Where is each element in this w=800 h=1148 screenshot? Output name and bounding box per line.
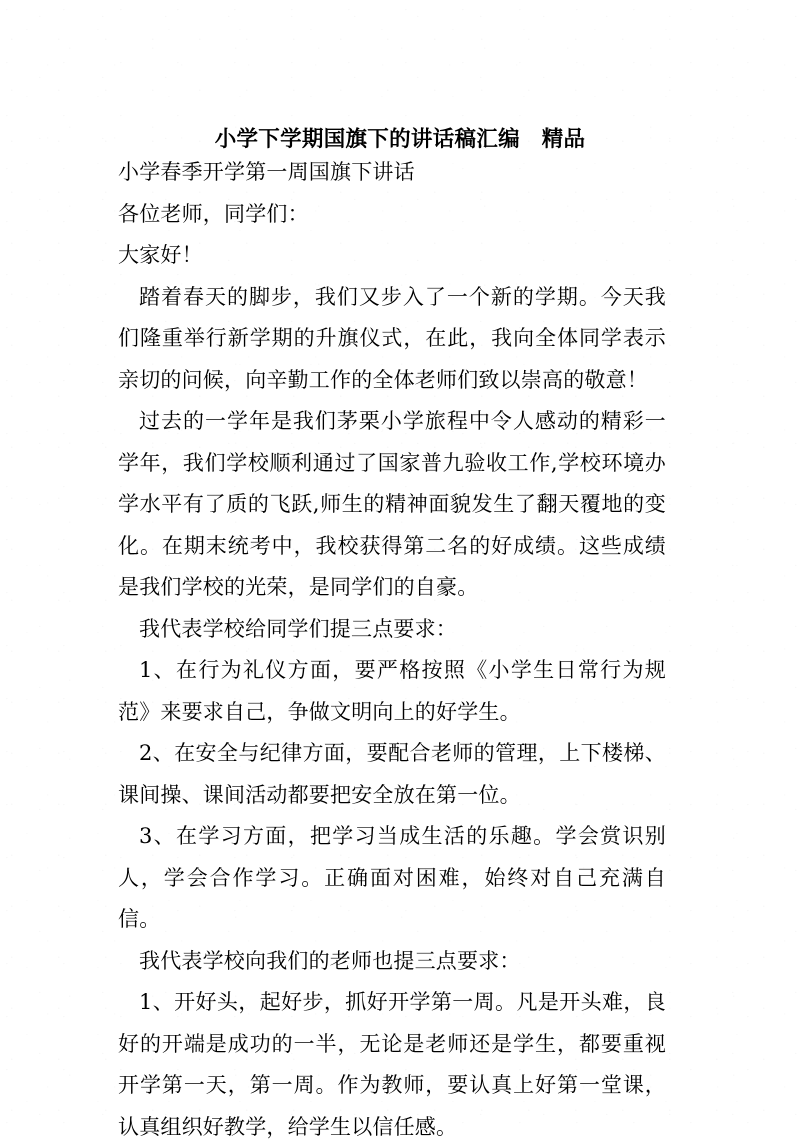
paragraph-students-item-3: 3、在学习方面，把学习当成生活的乐趣。学会赏识别人，学会合作学习。正确面对困难，始终对自己充满自信。 [118, 824, 666, 931]
paragraph-teachers-item-1: 1、开好头，起好步，抓好开学第一周。凡是开头难，良好的开端是成功的一半，无论是老师还是学生，都要重视开学第一天，第一周。作为教师，要认真上好第一堂课，认真组织好教学，给学生以信任感。 [118, 990, 666, 1139]
paragraph-subtitle: 小学春季开学第一周国旗下讲话 [118, 160, 415, 184]
paragraph-review: 过去的一学年是我们茅栗小学旅程中令人感动的精彩一学年，我们学校顺利通过了国家普九验收工作,学校环境办学水平有了质的飞跃,师生的精神面貌发生了翻天覆地的变化。在期末统考中，我校获得第二名的好成绩。这些成绩是我们学校的光荣，是同学们的自豪。 [118, 409, 666, 599]
paragraph-students-item-2: 2、在安全与纪律方面，要配合老师的管理，上下楼梯、课间操、课间活动都要把安全放在第一位。 [118, 741, 666, 807]
paragraph-teachers-intro: 我代表学校向我们的老师也提三点要求： [139, 948, 521, 973]
paragraph-salutation: 各位老师，同学们： [118, 201, 309, 226]
page-title: 小学下学期国旗下的讲话稿汇编 精品 [214, 127, 586, 153]
paragraph-greeting: 大家好！ [118, 243, 203, 267]
paragraph-students-item-1: 1、在行为礼仪方面，要严格按照《小学生日常行为规范》来要求自己，争做文明向上的好学生。 [118, 658, 666, 724]
paragraph-students-intro: 我代表学校给同学们提三点要求： [139, 616, 457, 641]
document-body [118, 152, 666, 1148]
paragraph-opening: 踏着春天的脚步，我们又步入了一个新的学期。今天我们隆重举行新学期的升旗仪式，在此，我向全体同学表示亲切的问候，向辛勤工作的全体老师们致以崇高的敬意！ [118, 284, 666, 392]
